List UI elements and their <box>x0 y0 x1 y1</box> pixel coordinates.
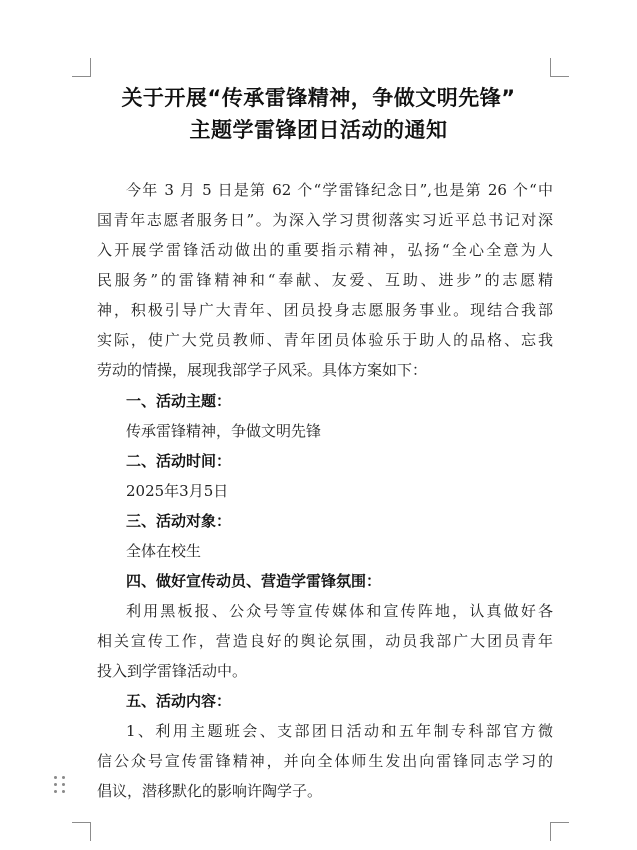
section-body-publicity-line: 利用黑板报、公众号等宣传媒体和宣传阵地，认真做好各 <box>126 602 553 620</box>
section-heading-target: 三、活动对象： <box>126 512 232 530</box>
intro-line: 实际，使广大党员教师、青年团员体验乐于助人的品格、忘我 <box>97 331 553 349</box>
section-body-theme: 传承雷锋精神，争做文明先锋 <box>126 422 322 440</box>
section-body-publicity-line: 投入到学雷锋活动中。 <box>97 662 248 680</box>
intro-line: 今年 3 月 5 日是第 62 个“学雷锋纪念日”,也是第 26 个“中 <box>126 181 553 199</box>
section-heading-publicity: 四、做好宣传动员、营造学雷锋氛围： <box>126 572 382 590</box>
intro-line: 国青年志愿者服务日”。为深入学习贯彻落实习近平总书记对深 <box>97 211 553 229</box>
section-body-content-line: 1、利用主题班会、支部团日活动和五年制专科部官方微 <box>126 722 553 740</box>
drag-handle-icon[interactable] <box>54 776 66 794</box>
crop-mark-top-right <box>550 58 569 77</box>
section-body-time: 2025年3月5日 <box>126 482 229 500</box>
intro-line: 民服务”的雷锋精神和“奉献、友爱、互助、进步”的志愿精 <box>97 271 553 289</box>
section-body-content-line: 倡议，潜移默化的影响许陶学子。 <box>97 782 323 800</box>
document-title-line-1: 关于开展“传承雷锋精神，争做文明先锋” <box>121 86 516 110</box>
section-body-publicity-line: 相关宣传工作，营造良好的舆论氛围，动员我部广大团员青年 <box>97 632 553 650</box>
section-heading-theme: 一、活动主题： <box>126 392 232 410</box>
section-heading-content: 五、活动内容： <box>126 692 232 710</box>
intro-line: 神，积极引导广大青年、团员投身志愿服务事业。现结合我部 <box>97 301 553 319</box>
crop-mark-top-left <box>72 58 91 77</box>
crop-mark-bottom-right <box>550 822 569 841</box>
crop-mark-bottom-left <box>72 822 91 841</box>
section-body-content-line: 信公众号宣传雷锋精神，并向全体师生发出向雷锋同志学习的 <box>97 752 553 770</box>
section-body-target: 全体在校生 <box>126 542 202 560</box>
intro-line: 入开展学雷锋活动做出的重要指示精神，弘扬“全心全意为人 <box>97 241 553 259</box>
intro-line: 劳动的情操，展现我部学子风采。具体方案如下： <box>97 361 428 379</box>
document-title-line-2: 主题学雷锋团日活动的通知 <box>189 118 448 142</box>
section-heading-time: 二、活动时间： <box>126 452 232 470</box>
